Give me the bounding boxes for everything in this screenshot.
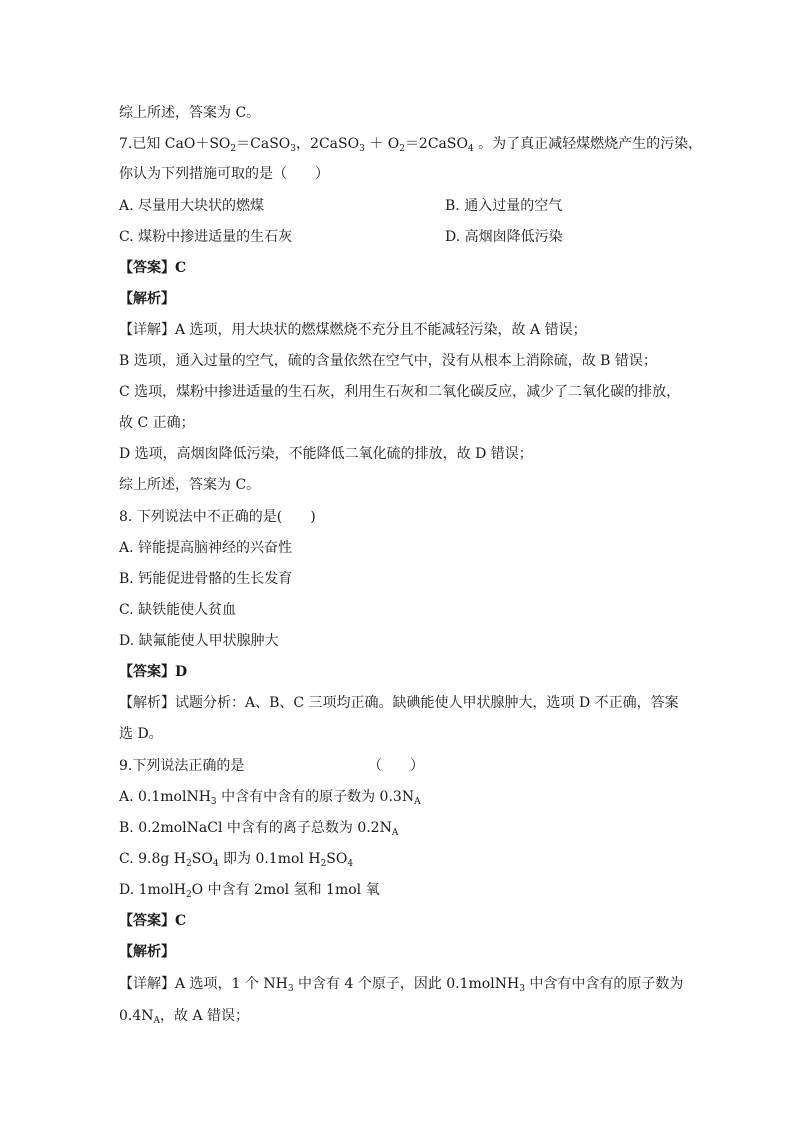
question-9-detail-1: 【详解】A 选项，1 个 $NH_3$ 中含有 4 个原子，因此 0.1molNH$_3$ 中含有中含有的原子数为 (119, 976, 684, 994)
question-9-option-c: C. 9.8g $H_2SO_4$ 即为 0.1mol $H_2SO_4$ (119, 851, 354, 869)
question-7-prompt: 你认为下列措施可取的是（ ） (119, 166, 329, 182)
question-7-stem: 7.已知 $CaO+SO_2=CaSO_3$，2CaSO$_3$ ＋ $O_2=2CaSO_4$ 。为了真正减轻煤燃烧产生的污染， (119, 136, 703, 154)
question-7-analysis-heading: 【解析】 (119, 291, 175, 307)
question-8-option-b: B. 钙能促进骨骼的生长发育 (119, 571, 293, 587)
question-9-analysis-heading: 【解析】 (119, 944, 175, 960)
question-7-option-c: C. 煤粉中掺进适量的生石灰 (119, 229, 293, 245)
question-8-option-a: A. 锌能提高脑神经的兴奋性 (119, 540, 293, 556)
question-7-option-b: B. 通入过量的空气 (445, 198, 563, 214)
question-7-option-a: A. 尽量用大块状的燃煤 (119, 198, 265, 214)
question-7-option-d: D. 高烟囱降低污染 (445, 229, 563, 245)
question-9-answer-blank: （ ） (368, 758, 424, 774)
question-8-analysis-2: 选 D。 (119, 726, 163, 742)
question-8-stem: 8. 下列说法中不正确的是( ) (119, 509, 316, 525)
question-7-detail-4: 故 C 正确； (119, 415, 195, 431)
summary-line: 综上所述，答案为 C。 (119, 105, 261, 121)
question-9-option-a: A. 0.1molNH$_3$ 中含有中含有的原子数为 $0.3N_A$ (119, 789, 421, 807)
question-7-detail-5: D 选项，高烟囱降低污染，不能降低二氧化硫的排放，故 D 错误； (119, 446, 533, 462)
question-7-detail-1: 【详解】A 选项，用大块状的燃煤燃烧不充分且不能减轻污染，故 A 错误； (119, 322, 587, 338)
question-9-option-b: B. 0.2molNaCl 中含有的离子总数为 $0.2N_A$ (119, 820, 399, 838)
question-7-detail-2: B 选项，通入过量的空气，硫的含量依然在空气中，没有从根本上消除硫，故 B 错误； (119, 353, 657, 369)
question-9-answer: 【答案】C (119, 913, 187, 929)
question-8-analysis-1: 【解析】试题分析：A、B、C 三项均正确。缺碘能使人甲状腺肿大，选项 D 不正确，答案 (119, 695, 679, 711)
question-9-option-d: D. 1molH$_2$O 中含有 2mol 氢和 1mol 氧 (119, 882, 380, 900)
question-7-answer: 【答案】C (119, 260, 187, 276)
question-8-option-d: D. 缺氟能使人甲状腺肿大 (119, 633, 279, 649)
question-7-summary: 综上所述，答案为 C。 (119, 477, 261, 493)
question-9-detail-2: $0.4N_A$，故 A 错误； (119, 1008, 250, 1026)
question-8-answer: 【答案】D (119, 664, 188, 680)
question-7-detail-3: C 选项，煤粉中掺进适量的生石灰，利用生石灰和二氧化碳反应，减少了二氧化碳的排放， (119, 384, 681, 400)
question-8-option-c: C. 缺铁能使人贫血 (119, 602, 237, 618)
question-9-stem: 9.下列说法正确的是 （ ） (119, 758, 424, 774)
